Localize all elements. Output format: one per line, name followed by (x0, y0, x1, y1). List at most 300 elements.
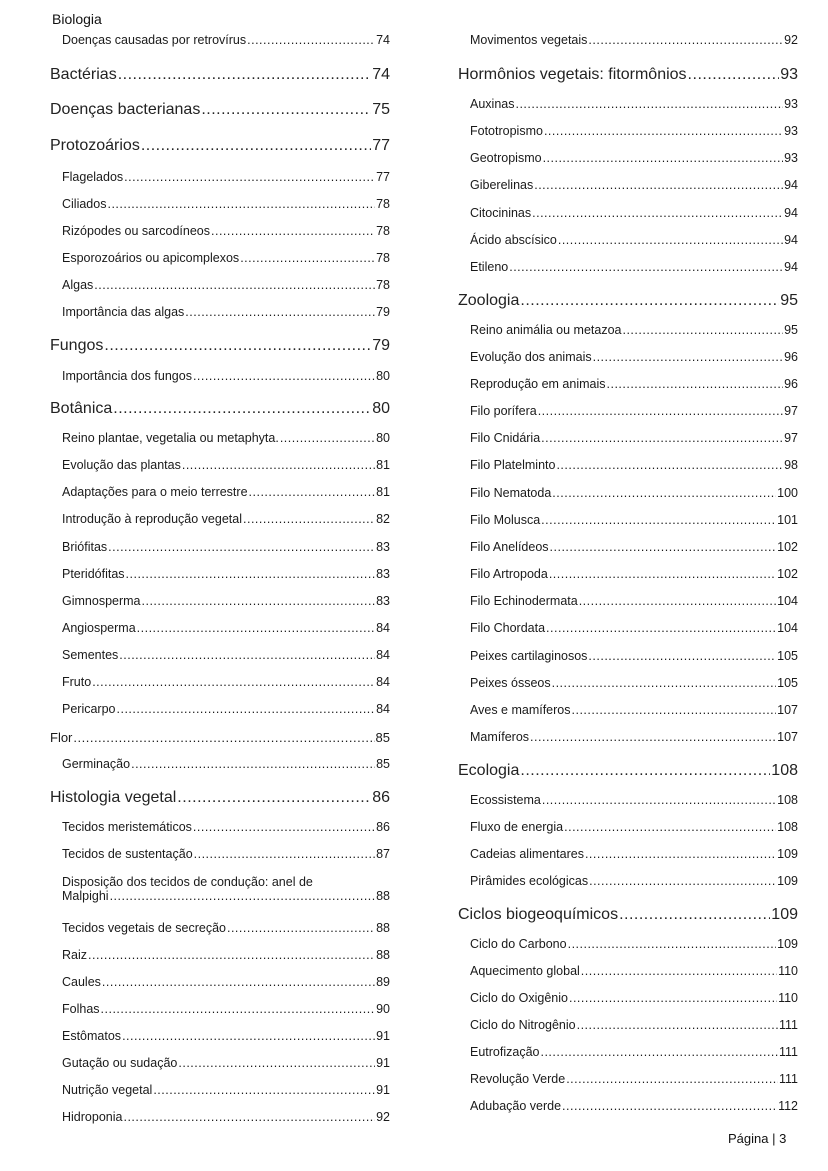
dot-leader (549, 567, 776, 581)
toc-entry-title: Ácido abscísico (470, 233, 557, 247)
toc-entry-title: Aquecimento global (470, 964, 580, 978)
toc-entry-page: 86 (372, 789, 390, 806)
dot-leader (520, 762, 770, 780)
toc-entry-page: 94 (784, 233, 798, 247)
toc-entry[interactable] (458, 621, 798, 635)
toc-entry-page: 85 (375, 730, 390, 745)
toc-entry-title: Tecidos meristemáticos (62, 820, 192, 834)
toc-entry[interactable] (50, 675, 390, 689)
dot-leader (123, 1110, 375, 1124)
dot-leader (131, 757, 375, 771)
toc-entry-title: Filo Anelídeos (470, 540, 549, 554)
dot-leader (581, 964, 777, 978)
toc-entry-page: 104 (777, 621, 798, 635)
dot-leader (568, 937, 777, 951)
toc-entry-page: 79 (372, 337, 390, 354)
toc-entry-page: 81 (376, 485, 390, 499)
toc-entry[interactable] (458, 762, 798, 780)
toc-entry-title: Filo Molusca (470, 513, 541, 527)
toc-entry[interactable] (458, 1045, 798, 1059)
toc-entry-title: Filo Artropoda (470, 567, 548, 581)
toc-entry-page: 90 (376, 1002, 390, 1016)
toc-entry-title: Ecologia (458, 762, 520, 779)
dot-leader (543, 151, 784, 165)
toc-entry[interactable] (458, 124, 798, 138)
toc-entry[interactable] (50, 458, 390, 472)
toc-entry-page: 97 (784, 404, 798, 418)
toc-entry-title: Citocininas (470, 206, 532, 220)
toc-entry-title: Reino animália ou metazoa (470, 323, 622, 337)
toc-entry-page: 109 (777, 847, 798, 861)
toc-entry[interactable] (458, 906, 798, 924)
toc-entry[interactable] (50, 1002, 390, 1016)
toc-entry-page: 96 (784, 377, 798, 391)
dot-leader (538, 404, 783, 418)
toc-entry-title: Estômatos (62, 1029, 122, 1043)
toc-entry[interactable] (458, 233, 798, 247)
toc-entry[interactable] (50, 400, 390, 418)
toc-entry[interactable] (458, 151, 798, 165)
toc-entry-title: Adaptações para o meio terrestre (62, 485, 248, 499)
dot-leader (107, 197, 375, 211)
toc-entry-page: 111 (778, 1045, 798, 1059)
section-heading: Biologia (52, 11, 102, 27)
toc-entry-title: Ciclo do Nitrogênio (470, 1018, 576, 1032)
toc-entry[interactable] (50, 431, 390, 445)
toc-entry-page: 95 (784, 323, 798, 337)
toc-entry[interactable] (50, 621, 390, 635)
toc-entry-title: Pteridófitas (62, 567, 125, 581)
toc-entry-page: 88 (376, 889, 390, 903)
toc-entry-page: 94 (784, 260, 798, 274)
toc-entry-page: 111 (778, 1018, 798, 1032)
dot-leader (544, 124, 783, 138)
toc-entry[interactable] (458, 793, 798, 807)
toc-entry-title: Movimentos vegetais (470, 33, 588, 47)
dot-leader (607, 377, 784, 391)
toc-entry-page: 74 (372, 66, 390, 83)
toc-entry-page: 93 (784, 124, 798, 138)
toc-entry-title: Eutrofização (470, 1045, 540, 1059)
toc-entry-page: 105 (777, 676, 798, 690)
toc-entry-title: Germinação (62, 757, 131, 771)
toc-entry-page: 93 (784, 97, 798, 111)
toc-entry-page: 102 (777, 540, 798, 554)
dot-leader (688, 66, 780, 84)
toc-entry-title: Zoologia (458, 292, 520, 309)
toc-entry-page: 84 (376, 648, 390, 662)
toc-entry[interactable] (50, 170, 390, 184)
toc-entry[interactable] (50, 337, 390, 355)
toc-entry-title: Pericarpo (62, 702, 116, 716)
toc-entry[interactable] (50, 251, 390, 265)
toc-entry[interactable] (458, 991, 798, 1005)
toc-entry-title: Filo Platelminto (470, 458, 556, 472)
toc-entry-title: Histologia vegetal (50, 789, 177, 806)
dot-leader (588, 649, 776, 663)
toc-entry-page: 77 (376, 170, 390, 184)
toc-entry-page: 97 (784, 431, 798, 445)
toc-entry-title: Disposição dos tecidos de condução: anel de (62, 875, 313, 889)
toc-entry[interactable] (458, 594, 798, 608)
toc-entry[interactable] (50, 33, 390, 47)
toc-entry[interactable] (458, 97, 798, 111)
toc-entry-title: Doenças bacterianas (50, 101, 201, 118)
toc-entry[interactable] (50, 702, 390, 716)
toc-entry-title: Filo porífera (470, 404, 537, 418)
toc-entry-title: Raiz (62, 948, 88, 962)
toc-entry-title: Importância dos fungos (62, 369, 192, 383)
dot-leader (88, 948, 375, 962)
toc-entry-title: Auxinas (470, 97, 515, 111)
toc-entry-page: 78 (376, 197, 390, 211)
toc-entry[interactable] (458, 486, 798, 500)
toc-entry-page: 110 (778, 964, 798, 978)
toc-entry-title: Ciliados (62, 197, 107, 211)
toc-entry-title: Peixes ósseos (470, 676, 551, 690)
dot-leader (585, 847, 776, 861)
dot-leader (569, 991, 777, 1005)
toc-entry[interactable] (50, 1056, 390, 1070)
dot-leader (194, 847, 375, 861)
dot-leader (541, 513, 776, 527)
toc-entry-page: 105 (777, 649, 798, 663)
toc-entry[interactable] (50, 875, 390, 903)
toc-entry-title: Sementes (62, 648, 119, 662)
dot-leader (211, 224, 375, 238)
toc-entry[interactable] (50, 540, 390, 554)
toc-entry-title: Revolução Verde (470, 1072, 566, 1086)
dot-leader (137, 621, 375, 635)
toc-entry-page: 80 (376, 369, 390, 383)
toc-entry-page: 83 (376, 540, 390, 554)
dot-leader (153, 1083, 375, 1097)
dot-leader (593, 350, 783, 364)
toc-entry[interactable] (50, 730, 390, 745)
dot-leader (619, 906, 770, 924)
toc-entry[interactable] (458, 1072, 798, 1086)
toc-entry-title: Importância das algas (62, 305, 185, 319)
dot-leader (243, 512, 375, 526)
dot-leader (572, 703, 777, 717)
dot-leader (185, 305, 375, 319)
toc-entry[interactable] (50, 594, 390, 608)
dot-leader (101, 1002, 376, 1016)
toc-entry[interactable] (458, 937, 798, 951)
toc-entry-page: 111 (778, 1072, 798, 1086)
toc-entry-page: 96 (784, 350, 798, 364)
toc-entry-title: Fototropismo (470, 124, 543, 138)
toc-entry-title: Evolução das plantas (62, 458, 181, 472)
toc-entry-page: 88 (376, 921, 390, 935)
toc-entry-page: 91 (376, 1029, 390, 1043)
dot-leader (588, 33, 783, 47)
toc-entry-title: Introdução à reprodução vegetal (62, 512, 242, 526)
toc-entry-page: 93 (784, 151, 798, 165)
dot-leader (566, 1072, 778, 1086)
dot-leader (102, 975, 375, 989)
toc-entry-title: Folhas (62, 1002, 100, 1016)
toc-entry-page: 104 (777, 594, 798, 608)
toc-entry-title: Ecossistema (470, 793, 541, 807)
toc-entry-page: 109 (771, 906, 798, 923)
dot-leader (178, 1056, 375, 1070)
toc-entry[interactable] (458, 292, 798, 310)
dot-leader (541, 431, 783, 445)
toc-entry-title: Filo Cnidária (470, 431, 541, 445)
toc-entry-page: 78 (376, 251, 390, 265)
dot-leader (193, 369, 375, 383)
toc-entry[interactable] (458, 178, 798, 192)
toc-entry[interactable] (50, 1110, 390, 1124)
toc-entry-page: 74 (376, 33, 390, 47)
toc-entry[interactable] (458, 66, 798, 84)
toc-entry[interactable] (50, 975, 390, 989)
dot-leader (589, 874, 776, 888)
toc-entry-title: Hormônios vegetais: fitormônios (458, 66, 687, 83)
toc-entry[interactable] (50, 820, 390, 834)
toc-entry-page: 80 (372, 400, 390, 417)
toc-entry-page: 86 (376, 820, 390, 834)
toc-entry[interactable] (50, 948, 390, 962)
toc-entry-page: 84 (376, 621, 390, 635)
toc-entry[interactable] (50, 512, 390, 526)
toc-entry-title: Geotropismo (470, 151, 542, 165)
dot-leader (577, 1018, 778, 1032)
toc-entry-title: Protozoários (50, 137, 140, 154)
dot-leader (542, 793, 776, 807)
toc-entry[interactable] (50, 921, 390, 935)
toc-entry[interactable] (458, 820, 798, 834)
toc-entry[interactable] (458, 1018, 798, 1032)
toc-entry[interactable] (458, 964, 798, 978)
toc-entry-page: 78 (376, 224, 390, 238)
toc-entry-title: Filo Chordata (470, 621, 546, 635)
toc-entry-page: 84 (376, 702, 390, 716)
toc-entry-title: Fluxo de energia (470, 820, 564, 834)
toc-entry-title: Nutrição vegetal (62, 1083, 153, 1097)
toc-entry[interactable] (458, 377, 798, 391)
toc-entry-page: 91 (376, 1056, 390, 1070)
dot-leader (509, 260, 783, 274)
toc-entry-page: 82 (376, 512, 390, 526)
toc-entry[interactable] (50, 567, 390, 581)
toc-entry-title: Angiosperma (62, 621, 136, 635)
dot-leader (124, 170, 375, 184)
toc-entry-page: 94 (784, 206, 798, 220)
dot-leader (247, 33, 375, 47)
toc-entry-page: 87 (376, 847, 390, 861)
toc-entry[interactable] (50, 847, 390, 861)
toc-entry-page: 107 (777, 703, 798, 717)
toc-entry-page: 107 (777, 730, 798, 744)
toc-entry-title: Esporozoários ou apicomplexos (62, 251, 240, 265)
toc-entry-page: 79 (376, 305, 390, 319)
toc-entry[interactable] (50, 197, 390, 211)
toc-entry-title: Reprodução em animais (470, 377, 606, 391)
dot-leader (142, 594, 376, 608)
toc-entry-page: 77 (372, 137, 390, 154)
toc-entry-title: Giberelinas (470, 178, 534, 192)
toc-entry-page: 91 (376, 1083, 390, 1097)
toc-entry-page: 75 (372, 101, 390, 118)
dot-leader (556, 458, 783, 472)
toc-entry[interactable] (50, 485, 390, 499)
dot-leader (108, 540, 375, 554)
toc-entry-page: 88 (376, 948, 390, 962)
toc-entry-page: 102 (777, 567, 798, 581)
toc-entry-title: Tecidos vegetais de secreção (62, 921, 226, 935)
dot-leader (201, 101, 371, 119)
toc-entry-page: 89 (376, 975, 390, 989)
toc-entry-title: Algas (62, 278, 94, 292)
toc-entry[interactable] (458, 513, 798, 527)
toc-entry-page: 92 (376, 1110, 390, 1124)
dot-leader (113, 400, 371, 418)
dot-leader (520, 292, 779, 310)
toc-entry[interactable] (458, 458, 798, 472)
dot-leader (104, 337, 371, 355)
toc-entry[interactable] (458, 847, 798, 861)
toc-entry-title: Peixes cartilaginosos (470, 649, 588, 663)
toc-entry-title: Ciclo do Oxigênio (470, 991, 568, 1005)
toc-entry-page: 112 (778, 1099, 798, 1113)
toc-entry-title: Tecidos de sustentação (62, 847, 193, 861)
toc-entry[interactable] (458, 350, 798, 364)
toc-entry[interactable] (50, 278, 390, 292)
toc-entry[interactable] (458, 404, 798, 418)
dot-leader (546, 621, 776, 635)
toc-entry-page: 94 (784, 178, 798, 192)
toc-entry-page: 78 (376, 278, 390, 292)
toc-entry[interactable] (458, 676, 798, 690)
toc-entry-title: Fruto (62, 675, 92, 689)
toc-entry[interactable] (458, 567, 798, 581)
dot-leader (94, 278, 375, 292)
dot-leader (177, 789, 371, 807)
dot-leader (117, 702, 376, 716)
toc-entry-title: Reino plantae, vegetalia ou metaphyta. (62, 431, 279, 445)
toc-entry[interactable] (50, 66, 390, 84)
toc-entry-title-continued: Malpighi (62, 889, 109, 903)
toc-entry[interactable] (50, 137, 390, 155)
toc-entry-page: 109 (777, 874, 798, 888)
toc-entry-title: Etileno (470, 260, 509, 274)
toc-entry[interactable] (50, 1029, 390, 1043)
toc-entry-title: Adubação verde (470, 1099, 562, 1113)
dot-leader (240, 251, 375, 265)
toc-entry-title: Hidroponia (62, 1110, 123, 1124)
toc-entry-title: Ciclos biogeoquímicos (458, 906, 619, 923)
toc-entry[interactable] (50, 369, 390, 383)
toc-entry-title: Filo Echinodermata (470, 594, 578, 608)
toc-entry-page: 83 (376, 594, 390, 608)
toc-entry-title: Flagelados (62, 170, 124, 184)
dot-leader (227, 921, 375, 935)
toc-entry-title: Filo Nematoda (470, 486, 552, 500)
toc-entry[interactable] (50, 224, 390, 238)
toc-entry-page: 85 (376, 757, 390, 771)
toc-entry[interactable] (50, 757, 390, 771)
dot-leader (530, 730, 776, 744)
toc-entry-title: Evolução dos animais (470, 350, 592, 364)
dot-leader (73, 730, 374, 745)
toc-entry-page: 81 (376, 458, 390, 472)
toc-entry-title: Mamíferos (470, 730, 530, 744)
toc-entry-title: Flor (50, 730, 73, 745)
dot-leader (564, 820, 776, 834)
toc-entry-title: Bactérias (50, 66, 117, 83)
toc-entry-page: 80 (376, 431, 390, 445)
toc-entry[interactable] (458, 1099, 798, 1113)
toc-entry[interactable] (50, 648, 390, 662)
dot-leader (579, 594, 776, 608)
dot-leader (534, 178, 783, 192)
dot-leader (552, 676, 777, 690)
dot-leader (141, 137, 371, 155)
page-number: Página | 3 (728, 1131, 787, 1146)
toc-entry[interactable] (50, 305, 390, 319)
toc-entry-title: Fungos (50, 337, 104, 354)
toc-entry[interactable] (50, 101, 390, 119)
toc-entry-title: Cadeias alimentares (470, 847, 584, 861)
toc-entry-page: 92 (784, 33, 798, 47)
toc-entry-page: 108 (777, 820, 798, 834)
toc-entry-page: 110 (778, 991, 798, 1005)
toc-entry-page: 108 (777, 793, 798, 807)
dot-leader (622, 323, 783, 337)
toc-entry[interactable] (458, 33, 798, 47)
toc-entry[interactable] (458, 540, 798, 554)
dot-leader (558, 233, 783, 247)
toc-entry-title: Pirâmides ecológicas (470, 874, 589, 888)
dot-leader (122, 1029, 375, 1043)
toc-entry[interactable] (458, 874, 798, 888)
toc-entry[interactable] (50, 1083, 390, 1097)
toc-entry[interactable] (458, 703, 798, 717)
dot-leader (126, 567, 376, 581)
dot-leader (118, 66, 372, 84)
dot-leader (562, 1099, 777, 1113)
toc-entry[interactable] (458, 730, 798, 744)
dot-leader (110, 889, 376, 903)
toc-entry[interactable] (458, 649, 798, 663)
toc-entry-title: Rizópodes ou sarcodíneos (62, 224, 211, 238)
dot-leader (552, 486, 776, 500)
toc-entry-title: Ciclo do Carbono (470, 937, 567, 951)
toc-entry[interactable] (458, 206, 798, 220)
toc-entry-title: Aves e mamíferos (470, 703, 571, 717)
toc-entry[interactable] (458, 323, 798, 337)
dot-leader (280, 431, 375, 445)
toc-entry[interactable] (458, 431, 798, 445)
toc-entry-title: Doenças causadas por retrovírus (62, 33, 247, 47)
toc-entry-page: 108 (771, 762, 798, 779)
toc-entry-page: 100 (777, 486, 798, 500)
toc-entry-page: 109 (777, 937, 798, 951)
dot-leader (193, 820, 375, 834)
toc-entry-title: Gutação ou sudação (62, 1056, 178, 1070)
toc-entry-title: Caules (62, 975, 101, 989)
dot-leader (540, 1045, 778, 1059)
toc-entry[interactable] (50, 789, 390, 807)
dot-leader (249, 485, 376, 499)
dot-leader (119, 648, 375, 662)
toc-entry-page: 83 (376, 567, 390, 581)
toc-entry-page: 95 (780, 292, 798, 309)
dot-leader (550, 540, 777, 554)
toc-entry[interactable] (458, 260, 798, 274)
